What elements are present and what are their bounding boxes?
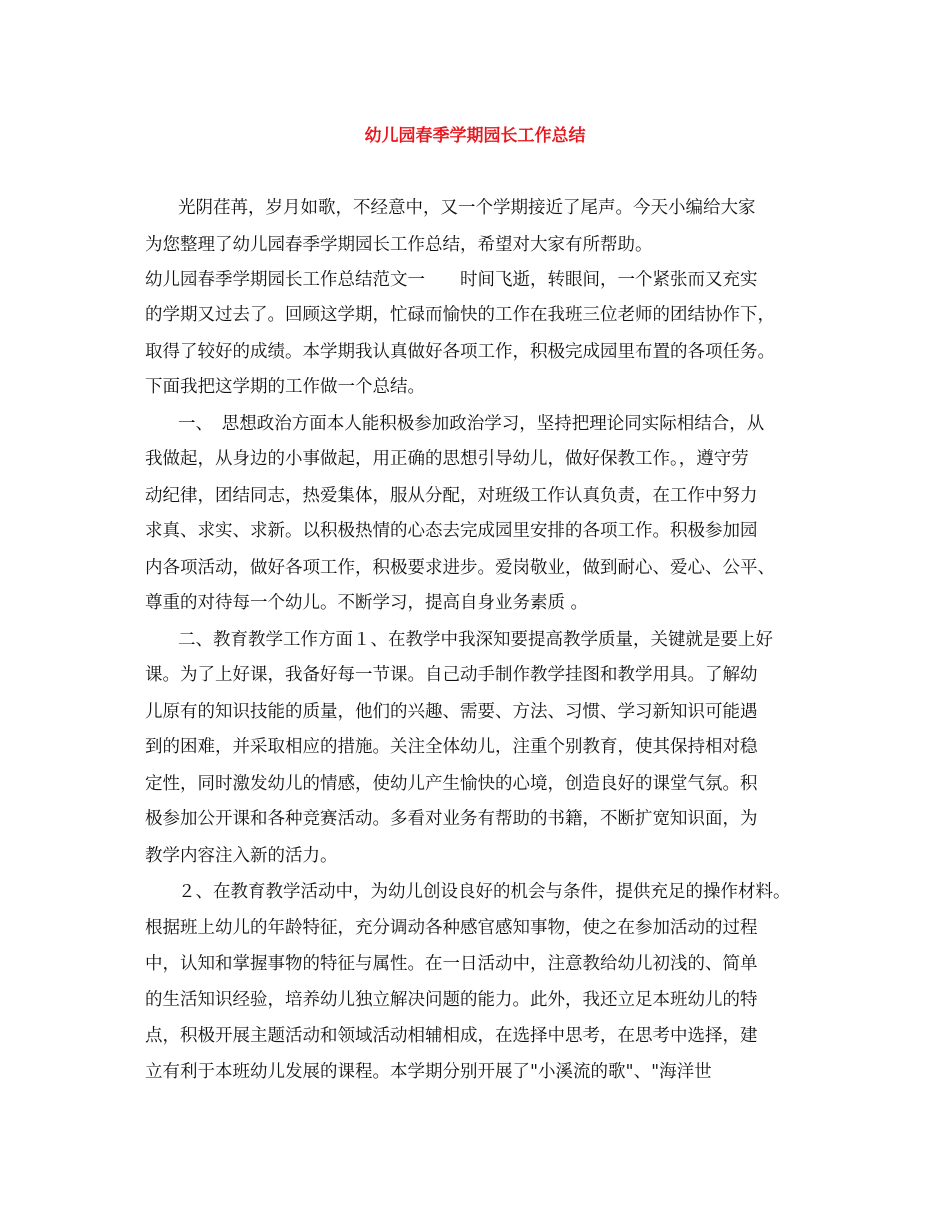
text-line-13: 二、教育教学工作方面１、在教学中我深知要提高教学质量，关键就是要上好 <box>178 630 773 650</box>
text-line-22: 中，认知和掌握事物的特征与属性。在一日活动中，注意教给幼儿初浅的、简单 <box>145 954 758 974</box>
text-line-14: 课。为了上好课，我备好每一节课。自己动手制作教学挂图和教学用具。了解幼 <box>145 665 758 685</box>
text-line-17: 定性，同时激发幼儿的情感，使幼儿产生愉快的心境，创造良好的课堂气氛。积 <box>145 774 758 794</box>
text-line-23: 的生活知识经验，培养幼儿独立解决问题的能力。此外，我还立足本班幼儿的特 <box>145 990 758 1010</box>
text-line-20: ２、在教育教学活动中，为幼儿创设良好的机会与条件，提供充足的操作材料。 <box>178 882 791 902</box>
text-line-18: 极参加公开课和各种竞赛活动。多看对业务有帮助的书籍，不断扩宽知识面，为 <box>145 809 758 829</box>
text-line-10: 求真、求实、求新。以积极热情的心态去完成园里安排的各项工作。积极参加园 <box>145 521 758 541</box>
text-line-9: 动纪律，团结同志，热爱集体，服从分配，对班级工作认真负责，在工作中努力 <box>145 486 758 506</box>
text-line-21: 根据班上幼儿的年龄特征，充分调动各种感官感知事物，使之在参加活动的过程 <box>145 918 758 938</box>
text-line-2: 为您整理了幼儿园春季学期园长工作总结，希望对大家有所帮助。 <box>145 235 653 255</box>
text-line-4: 的学期又过去了。回顾这学期，忙碌而愉快的工作在我班三位老师的团结协作下， <box>145 305 775 325</box>
text-line-19: 教学内容注入新的活力。 <box>145 846 338 866</box>
text-line-15: 儿原有的知识技能的质量，他们的兴趣、需要、方法、习惯、学习新知识可能遇 <box>145 702 758 722</box>
document-title: 幼儿园春季学期园长工作总结 <box>364 126 586 146</box>
text-line-11: 内各项活动，做好各项工作，积极要求进步。爱岗敬业，做到耐心、爱心、公平、 <box>145 558 775 578</box>
text-line-12: 尊重的对待每一个幼儿。不断学习，提高自身业务素质 。 <box>145 593 589 613</box>
text-line-24: 点，积极开展主题活动和领域活动相辅相成，在选择中思考，在思考中选择，建 <box>145 1026 758 1046</box>
text-line-7: 一、 思想政治方面本人能积极参加政治学习，坚持把理论同实际相结合，从 <box>178 414 765 434</box>
text-line-8: 我做起，从身边的小事做起，用正确的思想引导幼儿，做好保教工作。，遵守劳 <box>145 449 749 469</box>
text-line-3: 幼儿园春季学期园长工作总结范文一 时间飞逝，转眼间，一个紧张而又充实 <box>145 270 758 290</box>
text-line-25: 立有利于本班幼儿发展的课程。本学期分别开展了"小溪流的歌"、"海洋世 <box>145 1062 712 1082</box>
text-line-16: 到的困难，并采取相应的措施。关注全体幼儿，注重个别教育，使其保持相对稳 <box>145 737 758 757</box>
text-line-6: 下面我把这学期的工作做一个总结。 <box>145 377 425 397</box>
text-line-5: 取得了较好的成绩。本学期我认真做好各项工作，积极完成园里布置的各项任务。 <box>145 342 775 362</box>
text-line-1: 光阴荏苒，岁月如歌，不经意中，又一个学期接近了尾声。今天小编给大家 <box>178 198 756 218</box>
